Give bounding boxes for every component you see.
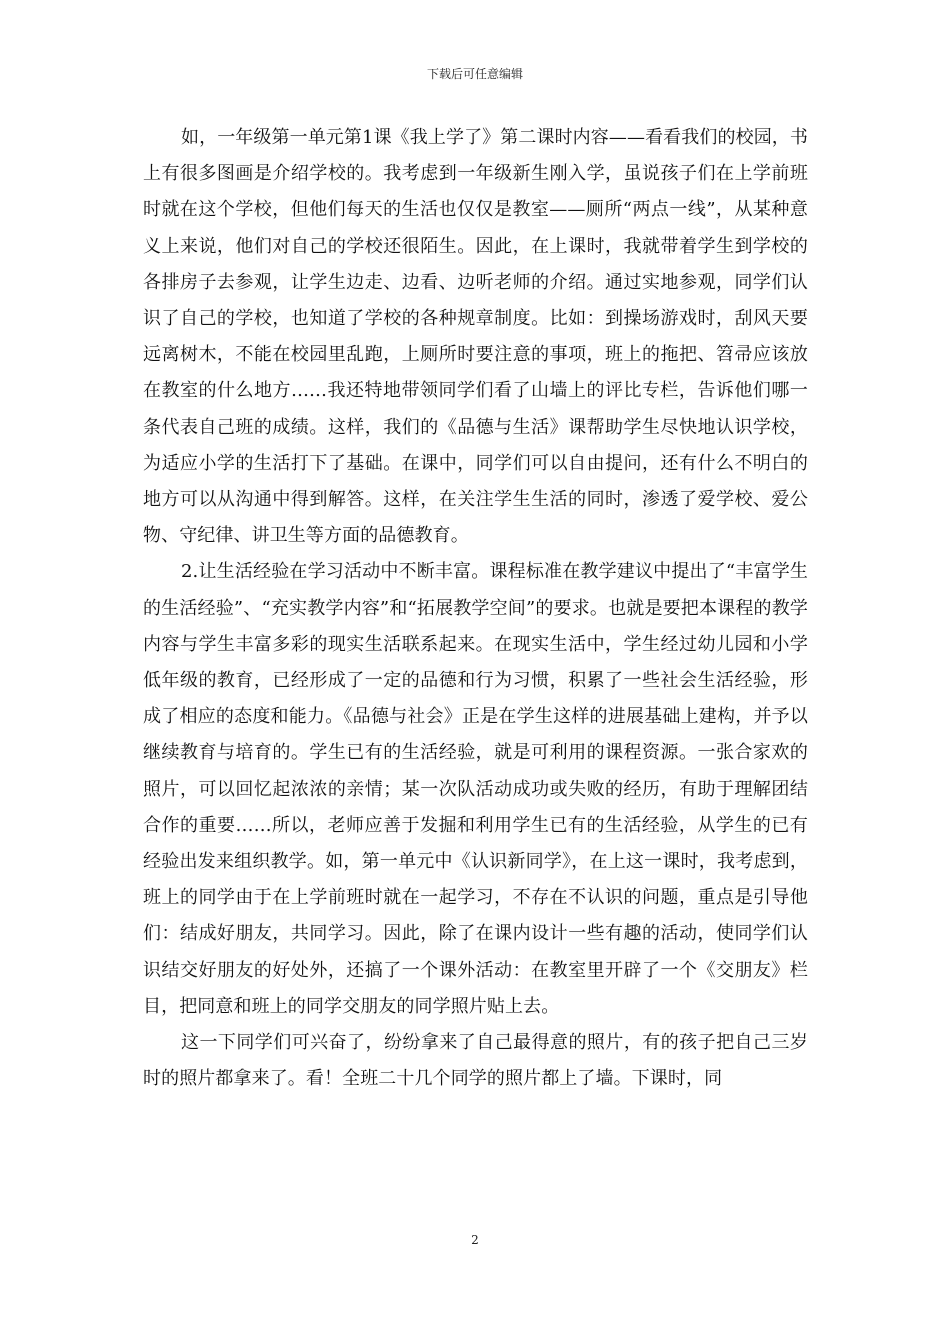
- page-number: 2: [471, 1233, 479, 1247]
- page-header: 下载后可任意编辑: [426, 67, 523, 81]
- paragraph-photos: 这一下同学们可兴奋了，纷纷拿来了自己最得意的照片，有的孩子把自己三岁时的照片都拿来了。看！全班二十几个同学的照片都上了墙。下课时，同: [143, 1032, 808, 1090]
- paragraph-life-experience: 2.让生活经验在学习活动中不断丰富。课程标准在教学建议中提出了“丰富学生的生活经验”、“充实教学内容”和“拓展教学空间”的要求。也就是要把本课程的教学内容与学生丰富多彩的现实生活联系起来。在现实生活中，学生经过幼儿园和小学低年级的教育，已经形成了一定的品德和行为习惯，积累了一些社会生活经验，形成了相应的态度和能力。《品德与社会》正是在学生这样的进展基础上建构，并予以继续教育与培育的。学生已有的生活经验，就是可利用的课程资源。一张合家欢的照片，可以回忆起浓浓的亲情；某一次队活动成功或失败的经历，有助于理解团结合作的重要……所以，老师应善于发掘和利用学生已有的生活经验，从学生的已有经验出发来组织教学。如，第一单元中《认识新同学》，在上这一课时，我考虑到，班上的同学由于在上学前班时就在一起学习，不存在不认识的问题，重点是引导他们：结成好朋友，共同学习。因此，除了在课内设计一些有趣的活动，使同学们认识结交好朋友的好处外，还搞了一个课外活动：在教室里开辟了一个《交朋友》栏目，把同意和班上的同学交朋友的同学照片贴上去。: [143, 561, 808, 1017]
- body-text: [143, 120, 808, 1097]
- paragraph-campus-visit: 如，一年级第一单元第1课《我上学了》第二课时内容——看看我们的校园，书上有很多图画是介绍学校的。我考虑到一年级新生刚入学，虽说孩子们在上学前班时就在这个学校，但他们每天的生活也仅仅是教室——厕所“两点一线”，从某种意义上来说，他们对自己的学校还很陌生。因此，在上课时，我就带着学生到学校的各排房子去参观，让学生边走、边看、边听老师的介绍。通过实地参观，同学们认识了自己的学校，也知道了学校的各种规章制度。比如：到操场游戏时，刮风天要远离树木，不能在校园里乱跑，上厕所时要注意的事项，班上的拖把、笤帚应该放在教室的什么地方……我还特地带领同学们看了山墙上的评比专栏，告诉他们哪一条代表自己班的成绩。这样，我们的《品德与生活》课帮助学生尽快地认识学校，为适应小学的生活打下了基础。在课中，同学们可以自由提问，还有什么不明白的地方可以从沟通中得到解答。这样，在关注学生生活的同时，渗透了爱学校、爱公物、守纪律、讲卫生等方面的品德教育。: [143, 127, 808, 547]
